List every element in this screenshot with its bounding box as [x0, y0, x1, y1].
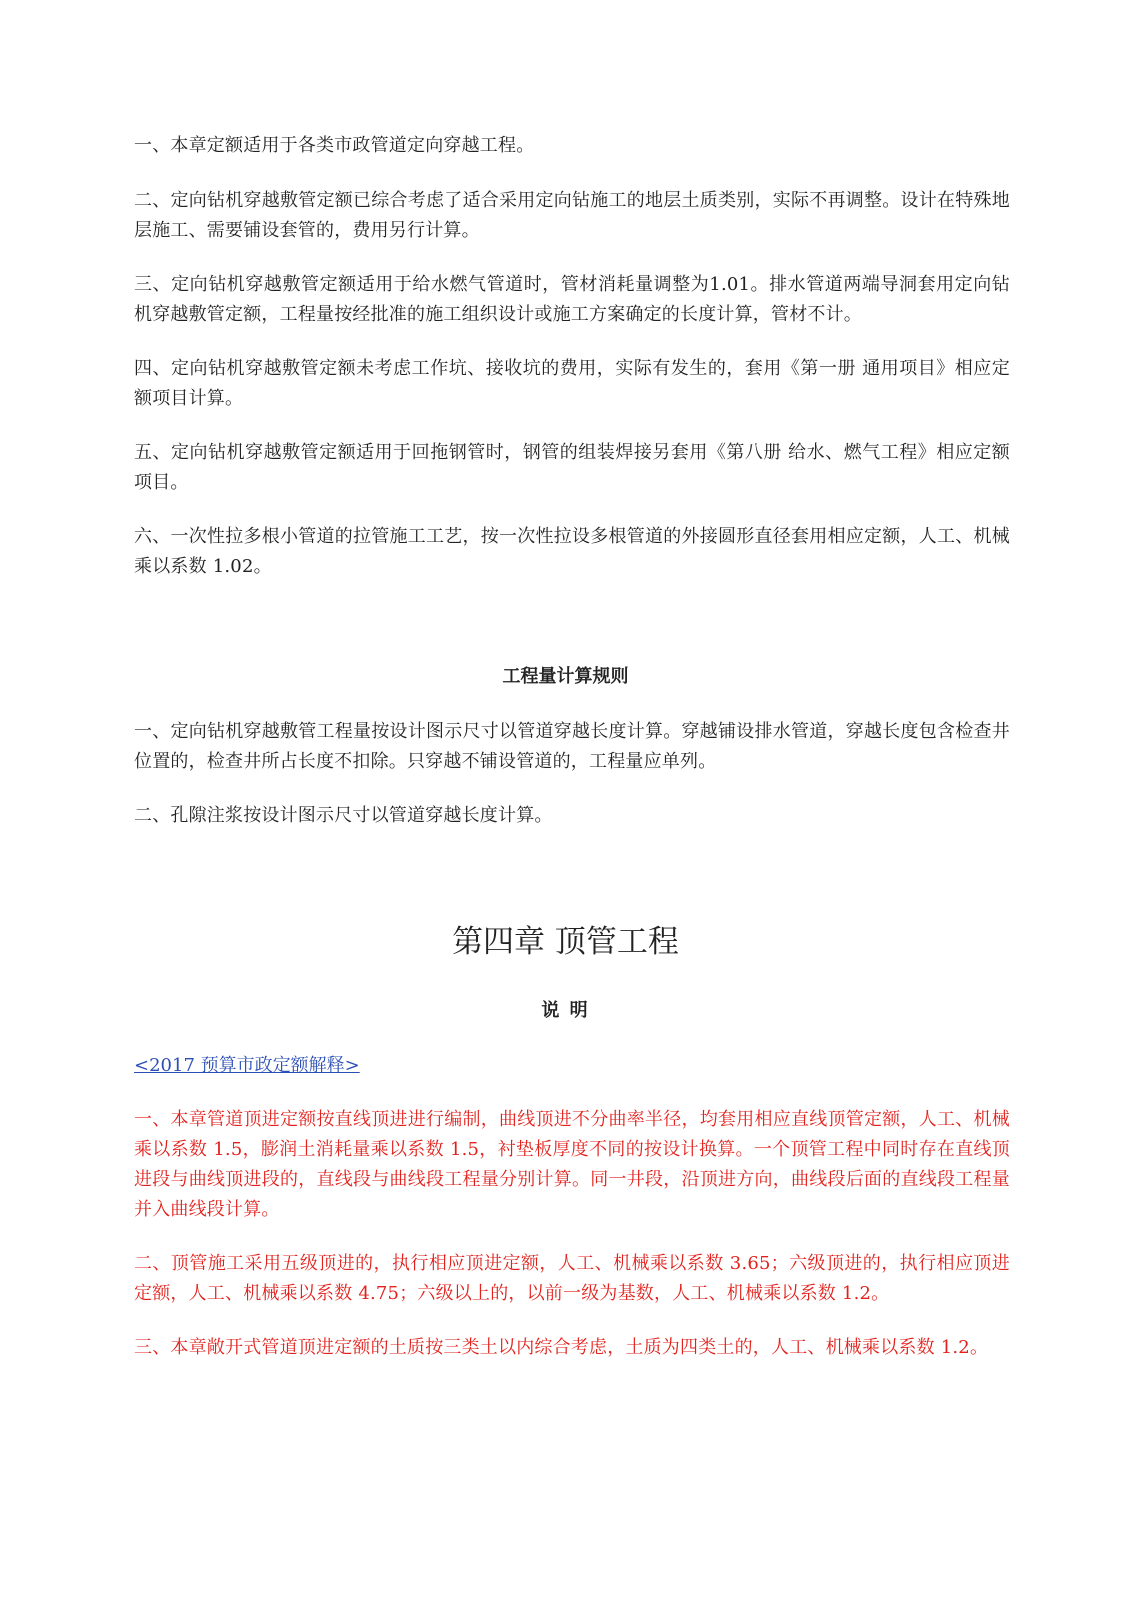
- rules-paragraph-2: 二、孔隙注浆按设计图示尺寸以管道穿越长度计算。: [134, 805, 553, 826]
- chapter-title: 第四章 顶管工程: [452, 924, 679, 960]
- chapter-subheading: 说 明: [541, 1000, 590, 1021]
- rules-paragraph-1: 一、定向钻机穿越敷管工程量按设计图示尺寸以管道穿越长度计算。穿越铺设排水管道，穿越长度包含检查井位置的，检查井所占长度不扣除。只穿越不铺设管道的，工程量应单列。: [134, 721, 1010, 772]
- section1-paragraph-5: 五、定向钻机穿越敷管定额适用于回拖钢管时，钢管的组装焊接另套用《第八册 给水、燃气工程》相应定额项目。: [134, 442, 1010, 493]
- chapter4-paragraph-3: 三、本章敞开式管道顶进定额的土质按三类土以内综合考虑，土质为四类土的，人工、机械乘以系数 1.2。: [134, 1337, 989, 1358]
- section1-paragraph-3: 三、定向钻机穿越敷管定额适用于给水燃气管道时，管材消耗量调整为1.01。排水管道两端导洞套用定向钻机穿越敷管定额，工程量按经批准的施工组织设计或施工方案确定的长度计算，管材不计。: [134, 274, 1010, 325]
- chapter4-paragraph-1: 一、本章管道顶进定额按直线顶进进行编制，曲线顶进不分曲率半径，均套用相应直线顶管定额，人工、机械乘以系数 1.5，膨润土消耗量乘以系数 1.5，衬垫板厚度不同的按设计换算。一个顶管工程中同时存在直线顶进段与曲线顶进段的，直线段与曲线段工程量分别计算。同一井段，沿顶进方向，曲线段后面的直线段工程量并入曲线段计算。: [134, 1109, 1010, 1220]
- section1-paragraph-4: 四、定向钻机穿越敷管定额未考虑工作坑、接收坑的费用，实际有发生的，套用《第一册 通用项目》相应定额项目计算。: [134, 358, 1010, 409]
- section1-paragraph-2: 二、定向钻机穿越敷管定额已综合考虑了适合采用定向钻施工的地层土质类别，实际不再调整。设计在特殊地层施工、需要铺设套管的，费用另行计算。: [134, 190, 1010, 241]
- chapter4-paragraph-2: 二、顶管施工采用五级顶进的，执行相应顶进定额，人工、机械乘以系数 3.65；六级顶进的，执行相应顶进定额，人工、机械乘以系数 4.75；六级以上的，以前一级为基数，人工、机械乘以系数 1.2。: [134, 1253, 1010, 1304]
- rules-heading: 工程量计算规则: [502, 666, 629, 687]
- section1-paragraph-1: 一、本章定额适用于各类市政管道定向穿越工程。: [134, 135, 535, 156]
- section1-paragraph-6: 六、一次性拉多根小管道的拉管施工工艺，按一次性拉设多根管道的外接圆形直径套用相应定额，人工、机械乘以系数 1.02。: [134, 526, 1010, 577]
- quota-interpretation-link[interactable]: <2017 预算市政定额解释>: [134, 1055, 360, 1076]
